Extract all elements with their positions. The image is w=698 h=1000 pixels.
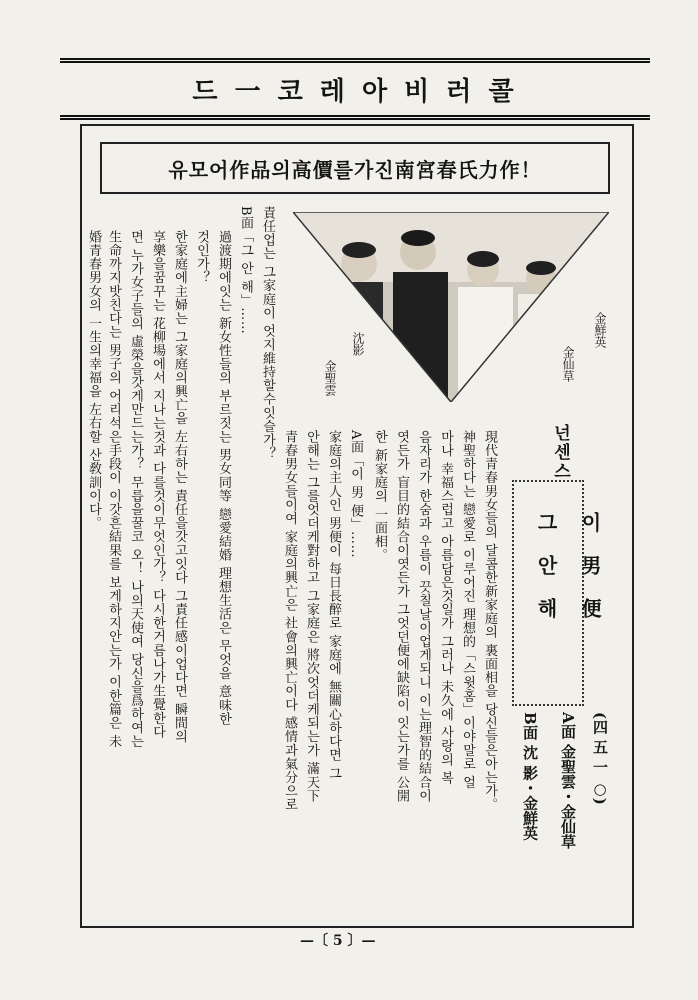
caption-kim-seongun: 金聖雲 [323, 360, 337, 396]
side-a-artists: A面 金聖雲・金仙草 [559, 712, 577, 849]
page-header [60, 58, 650, 120]
side-b-artists: B面 沈 影・金鮮英 [521, 712, 539, 841]
body-line-12: B面「그 안 해」…… [238, 206, 253, 335]
body-line-11: 責任업는 그家庭이 엇지維持할수잇슬가？ [260, 206, 275, 461]
body-line-17: 면 누가女子들의 虛榮을갓게만드는가？ 무릅을꿀코 오！ 나의天使여 당신을爲하여는 [128, 230, 143, 748]
caption-kim-seoncho: 金仙草 [561, 346, 575, 382]
body-line-3: 마나 幸福스럽고 아름답은것일가 그러나 未久에 사랑의 복 [438, 430, 453, 785]
body-line-5: 엿든가 盲目的結合이엿든가 그엇던便에缺陷이 잇는가를 公開 [394, 430, 409, 803]
caption-kim-seonyeong: 金鮮英 [593, 312, 607, 348]
body-line-8: 家庭의主人인 男便이 每日長醉로 家庭에 無關心하다면 그 [326, 430, 341, 781]
body-line-15: 한家庭에主婦는 그家庭의興亡을 左右하는 責任을갓고잇다 그責任感이업다면 瞬間의 [172, 230, 187, 744]
header-title: 드 一 코 레 아 비 러 콜 [192, 76, 518, 107]
body-line-6: 한 新家庭의 一面相。 [372, 430, 387, 562]
body-line-16: 享樂을꿈꾸는 花柳場에서 지나는것과 다를것이무엇인가？ 다시한거름나가生覺한다 [150, 230, 165, 739]
body-line-14: 것인가？ [194, 230, 209, 285]
article-banner [100, 142, 610, 194]
body-line-9: 안해는 그를엇더케對하고 그家庭은 將次엇더케되는가 滿天下 [304, 430, 319, 803]
body-line-18: 生命까지밧친다는 男子의 어리석은手段이 이갓흔結果를 보게하지안는가 이한篇은 未 [106, 230, 121, 748]
catalog-number: (四 五 一 ○) [591, 712, 609, 805]
body-line-2: 神聖하다는 戀愛로 이루어진 理想的「스윗홈」이야말로 얼 [460, 430, 475, 789]
title-line-2: 그 안 해 [534, 512, 558, 626]
banner-title: 유모어作品의高價를가진南宮春氏力作！ [168, 157, 542, 182]
body-line-10: 青春男女들이여 家庭의興亡은 社會의興亡이다 感情과氣分으로 [282, 430, 297, 812]
page-number: —〔 5 〕— [300, 933, 376, 949]
title-line-1: 이 男 便 [578, 512, 602, 626]
body-line-13: 過渡期에잇는 新女性들의 부르짓는 男女同等 戀愛結婚 理想生活은 무엇을 意味한 [216, 230, 231, 726]
body-line-1: 現代青春男女들의 달콤한新家庭의 裏面相을 당신들은아는가。 [482, 430, 497, 812]
body-line-4: 음자리가 한숨과 우름이 끗칠날이업게되니 이는理智的結合이 [416, 430, 431, 803]
caption-sim-young: 沈影 [351, 332, 365, 356]
body-line-19: 婚青春男女의 一生의幸福을 左右할 산敎訓이다。 [86, 230, 101, 530]
genre-label: 넌센스 [550, 424, 570, 481]
body-line-7: A面「이 男 便」…… [348, 430, 363, 559]
record-title [524, 512, 612, 626]
